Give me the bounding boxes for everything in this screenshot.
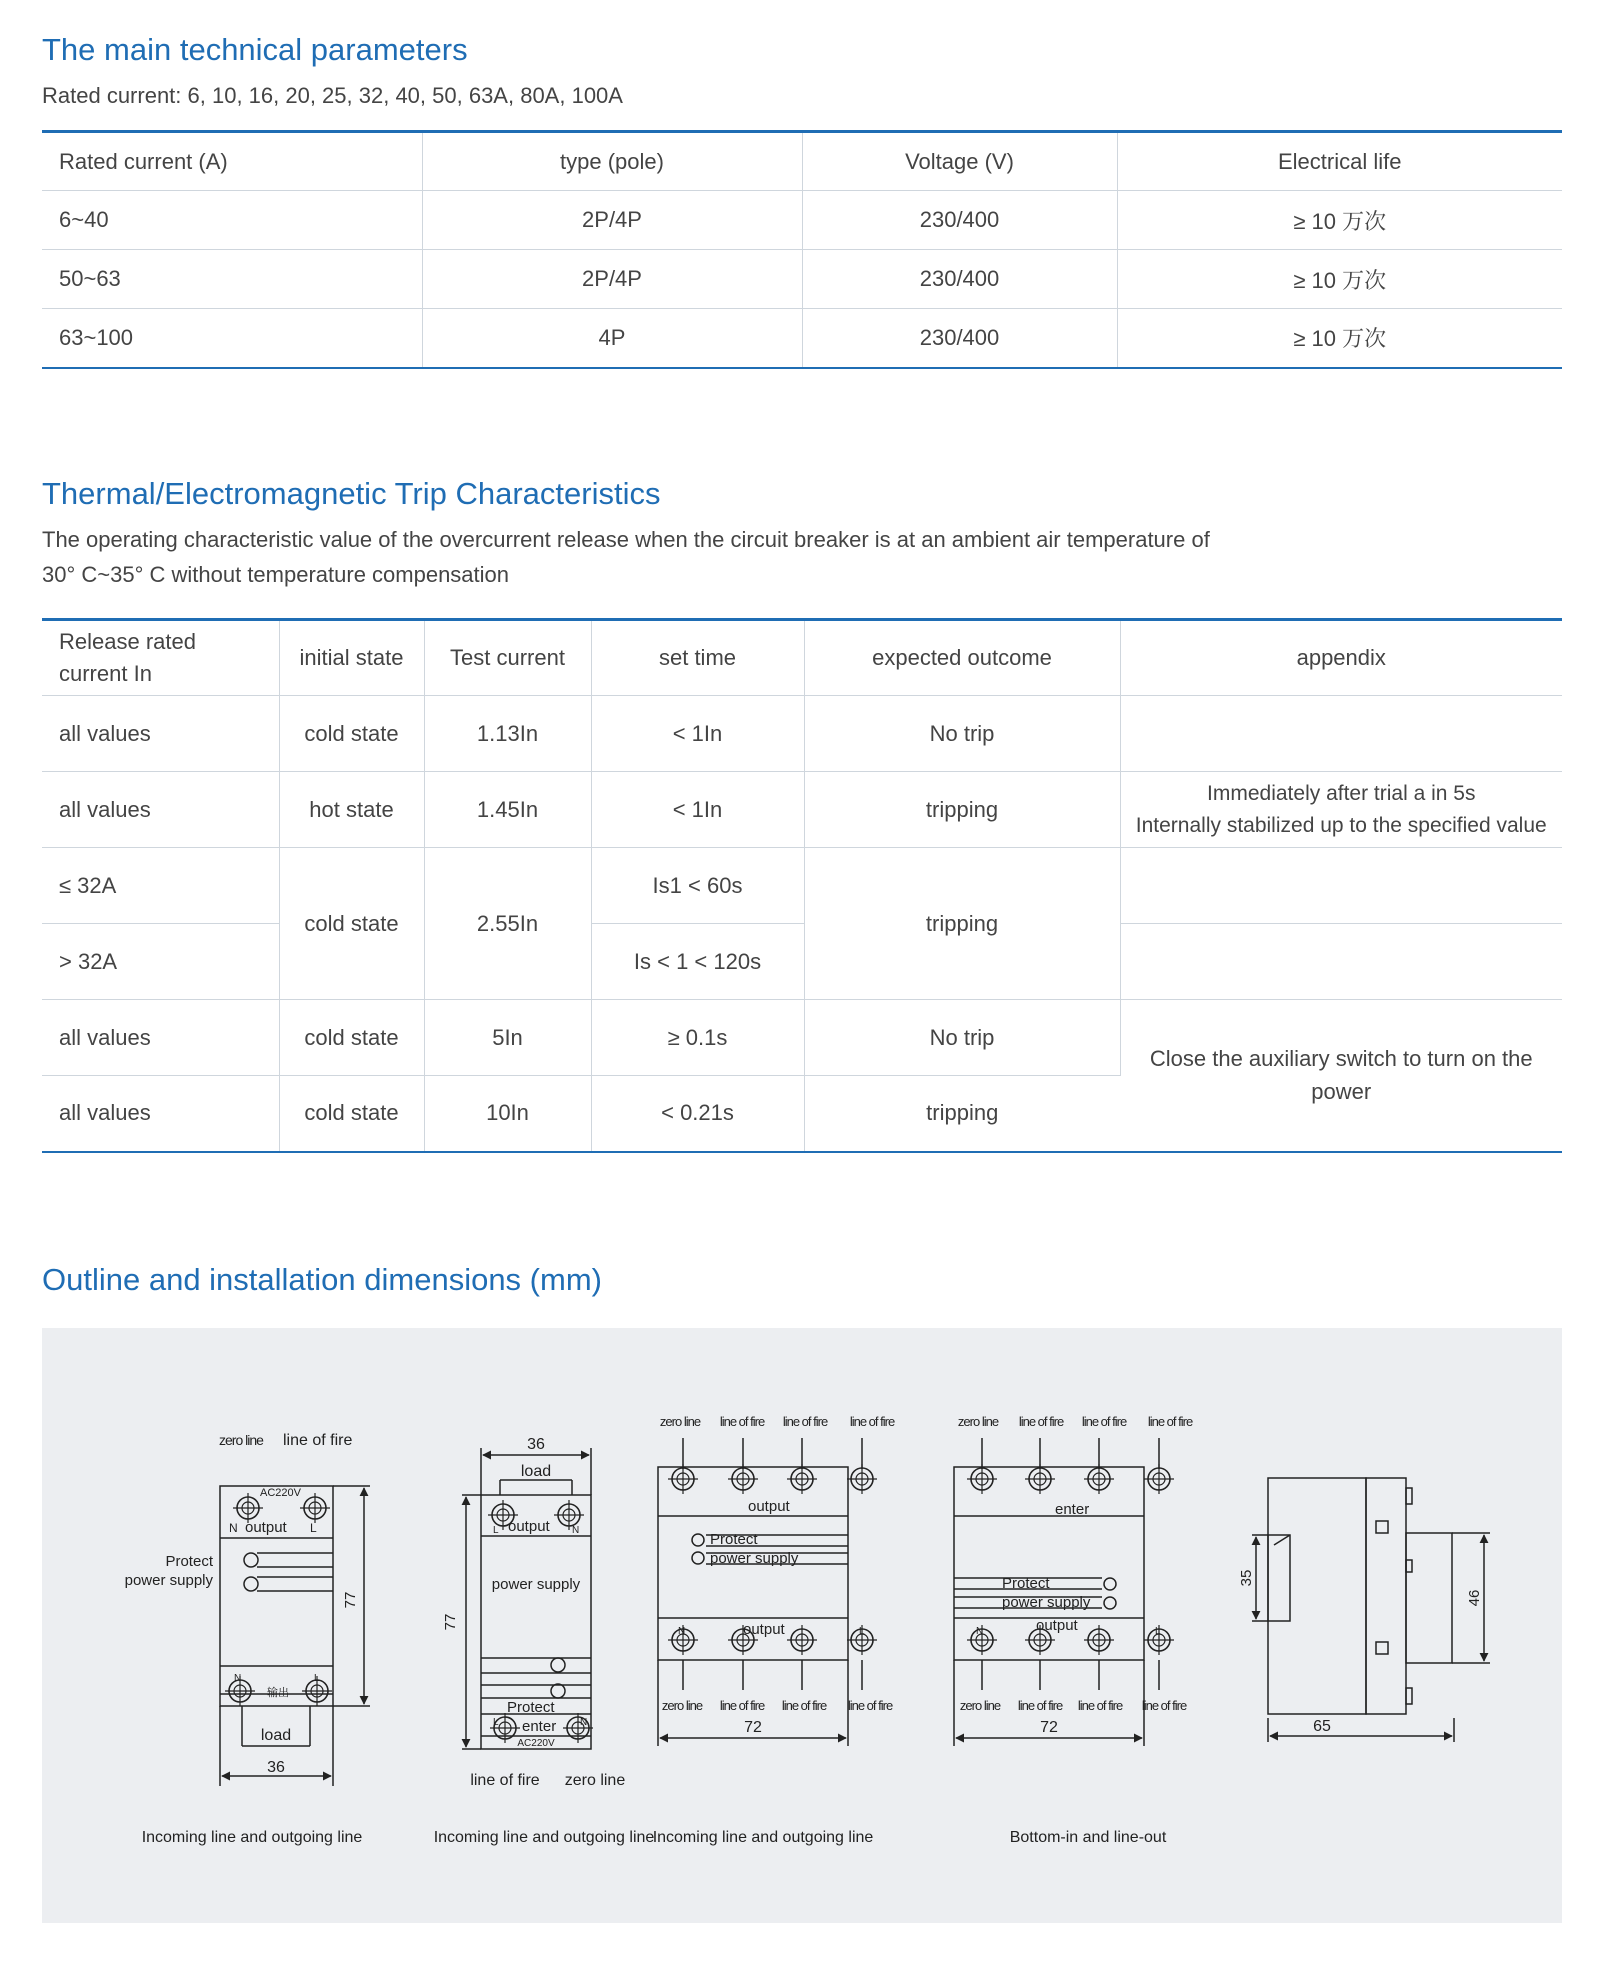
table-cell: tripping bbox=[804, 848, 1120, 1000]
d4-top-label-4: line of fire bbox=[1147, 1414, 1193, 1429]
d3-caption: Incoming line and outgoing line bbox=[652, 1829, 874, 1846]
table-cell: tripping bbox=[804, 1076, 1120, 1152]
d2-bottom-zero-label: zero line bbox=[564, 1772, 626, 1789]
table-header-row bbox=[42, 132, 1562, 191]
d1-load-label: load bbox=[260, 1727, 292, 1744]
d5-dim-35: 35 bbox=[1238, 1569, 1255, 1587]
d3-top-label-4: line of fire bbox=[849, 1414, 895, 1429]
d5-dim-46: 46 bbox=[1466, 1589, 1483, 1607]
table-row bbox=[42, 1000, 1562, 1076]
table-cell: 1.45In bbox=[424, 772, 591, 848]
dimension-drawings bbox=[42, 1328, 1562, 1923]
d3-bottom-label-4: line of fire bbox=[847, 1698, 893, 1713]
header-cell: initial state bbox=[279, 620, 424, 696]
d1-fire-line-label: line of fire bbox=[283, 1432, 353, 1449]
header-cell: set time bbox=[591, 620, 804, 696]
table-cell: cold state bbox=[279, 696, 424, 772]
table-row bbox=[42, 309, 1562, 368]
table-cell: ≥ 10 万次 bbox=[1117, 250, 1562, 309]
d3-output-top: output bbox=[748, 1498, 790, 1515]
d3-bottom-label-3: line of fire bbox=[781, 1698, 827, 1713]
d2-output-label: output bbox=[508, 1518, 550, 1535]
d4-top-label-2: line of fire bbox=[1018, 1414, 1064, 1429]
table-cell: 6~40 bbox=[42, 191, 422, 250]
table-cell: ≥ 10 万次 bbox=[1117, 191, 1562, 250]
table-row bbox=[42, 924, 1562, 1000]
d2-n-bottom: N bbox=[580, 1717, 588, 1728]
table-cell: 4P bbox=[422, 309, 802, 368]
d4-top-label-1: zero line bbox=[957, 1414, 999, 1429]
d1-power-label: power supply bbox=[124, 1572, 213, 1589]
d2-l-bottom: L bbox=[493, 1717, 499, 1728]
d2-load-label: load bbox=[520, 1463, 552, 1480]
table-cell: 5In bbox=[424, 1000, 591, 1076]
d2-n-label: N bbox=[572, 1525, 580, 1536]
table-cell: ≤ 32A bbox=[42, 848, 279, 924]
d2-ac-label: AC220V bbox=[517, 1738, 555, 1749]
d1-n-bottom: N bbox=[234, 1673, 242, 1684]
section2-subtitle bbox=[42, 522, 1442, 592]
table-cell bbox=[1120, 924, 1562, 1000]
table-cell: tripping bbox=[804, 772, 1120, 848]
subtitle-line: 30° C~35° C without temperature compensation bbox=[42, 562, 510, 587]
table-cell: all values bbox=[42, 772, 279, 848]
d3-top-label-1: zero line bbox=[659, 1414, 701, 1429]
table-cell: all values bbox=[42, 1076, 279, 1152]
d1-zero-line-label: zero line bbox=[219, 1432, 263, 1448]
appendix-cell bbox=[1120, 772, 1562, 848]
trip-characteristics-table bbox=[42, 618, 1562, 1153]
d4-bottom-label-4: line of fire bbox=[1141, 1698, 1187, 1713]
d3-top-label-2: line of fire bbox=[719, 1414, 765, 1429]
drawing-1 bbox=[220, 1486, 370, 1786]
header-cell: expected outcome bbox=[804, 620, 1120, 696]
table-cell: 2.55In bbox=[424, 848, 591, 1000]
appendix-line: Immediately after trial a in 5s bbox=[1207, 781, 1476, 805]
table-row bbox=[42, 250, 1562, 309]
d1-width-dim: 36 bbox=[267, 1759, 285, 1776]
section1-title: The main technical parameters bbox=[42, 32, 468, 67]
table-cell: 1.13In bbox=[424, 696, 591, 772]
table-cell: all values bbox=[42, 1000, 279, 1076]
d2-caption: Incoming line and outgoing line bbox=[433, 1829, 655, 1846]
table-row bbox=[42, 848, 1562, 924]
table-cell: 230/400 bbox=[802, 309, 1117, 368]
table-row bbox=[42, 772, 1562, 848]
table-row bbox=[42, 696, 1562, 772]
d1-l-label: L bbox=[310, 1521, 317, 1535]
section1-subtitle: Rated current: 6, 10, 16, 20, 25, 32, 40, 50, 63A, 80A, 100A bbox=[42, 83, 623, 108]
d4-caption: Bottom-in and line-out bbox=[1009, 1829, 1167, 1846]
table-cell: 230/400 bbox=[802, 250, 1117, 309]
d4-protect-label: Protect bbox=[1002, 1575, 1050, 1592]
d1-protect-label: Protect bbox=[165, 1553, 213, 1570]
d4-bottom-label-1: zero line bbox=[959, 1698, 1001, 1713]
table-cell: 2P/4P bbox=[422, 191, 802, 250]
d3-top-label-3: line of fire bbox=[782, 1414, 828, 1429]
d4-enter-label: enter bbox=[1055, 1501, 1090, 1518]
d1-output-label: output bbox=[245, 1519, 287, 1536]
table-cell: ≥ 0.1s bbox=[591, 1000, 804, 1076]
d2-protect-label: Protect bbox=[507, 1699, 555, 1716]
d3-width-dim: 72 bbox=[744, 1719, 762, 1736]
table-row bbox=[42, 191, 1562, 250]
d4-n-label: N bbox=[976, 1626, 984, 1637]
d4-l-label: L bbox=[1155, 1626, 1161, 1637]
table-header-row bbox=[42, 620, 1562, 696]
appendix-cell: Close the auxiliary switch to turn on the power bbox=[1120, 1000, 1562, 1152]
header-cell: Electrical life bbox=[1117, 132, 1562, 191]
d2-enter-label: enter bbox=[522, 1718, 557, 1735]
table-cell: ≥ 10 万次 bbox=[1117, 309, 1562, 368]
d5-dim-65: 65 bbox=[1313, 1718, 1331, 1735]
table-cell: < 0.21s bbox=[591, 1076, 804, 1152]
table-cell: hot state bbox=[279, 772, 424, 848]
d3-protect-label: Protect bbox=[710, 1531, 758, 1548]
header-cell: Voltage (V) bbox=[802, 132, 1117, 191]
table-cell: 2P/4P bbox=[422, 250, 802, 309]
dimensions-panel bbox=[42, 1328, 1562, 1923]
technical-parameters-table bbox=[42, 130, 1562, 369]
header-cell: appendix bbox=[1120, 620, 1562, 696]
header-cell: Release rated current In bbox=[42, 620, 279, 696]
header-cell: Test current bbox=[424, 620, 591, 696]
d1-n-label: N bbox=[229, 1521, 238, 1535]
appendix-line: Internally stabilized up to the specified value bbox=[1135, 813, 1547, 837]
d3-bottom-label-1: zero line bbox=[661, 1698, 703, 1713]
table-cell: 10In bbox=[424, 1076, 591, 1152]
table-cell bbox=[1120, 696, 1562, 772]
d3-output-bottom: output bbox=[743, 1621, 785, 1638]
d3-power-label: power supply bbox=[710, 1550, 799, 1567]
d4-output-label: output bbox=[1036, 1617, 1078, 1634]
d1-height-dim: 77 bbox=[342, 1591, 359, 1609]
section2-title: Thermal/Electromagnetic Trip Characteristics bbox=[42, 476, 661, 511]
section3-title: Outline and installation dimensions (mm) bbox=[42, 1262, 602, 1297]
table-cell: No trip bbox=[804, 1000, 1120, 1076]
subtitle-line: The operating characteristic value of the overcurrent release when the circuit breaker is at an ambient air temperature of bbox=[42, 527, 1210, 552]
d4-bottom-label-2: line of fire bbox=[1017, 1698, 1063, 1713]
header-cell: type (pole) bbox=[422, 132, 802, 191]
drawing-5-side-view bbox=[1252, 1478, 1490, 1742]
table-cell: < 1In bbox=[591, 696, 804, 772]
d1-cn-output: 输出 bbox=[267, 1687, 289, 1699]
d2-power-label: power supply bbox=[491, 1576, 581, 1593]
table-cell: cold state bbox=[279, 1076, 424, 1152]
table-cell: > 32A bbox=[42, 924, 279, 1000]
table-cell: all values bbox=[42, 696, 279, 772]
d1-l-bottom: L bbox=[314, 1673, 320, 1684]
d3-l-label: L bbox=[859, 1626, 865, 1637]
d2-bottom-fire-label: line of fire bbox=[470, 1772, 540, 1789]
table-cell: 63~100 bbox=[42, 309, 422, 368]
table-cell: cold state bbox=[279, 1000, 424, 1076]
d4-top-label-3: line of fire bbox=[1081, 1414, 1127, 1429]
d2-height-dim: 77 bbox=[442, 1613, 459, 1631]
table-cell: No trip bbox=[804, 696, 1120, 772]
d4-bottom-label-3: line of fire bbox=[1077, 1698, 1123, 1713]
d2-l-label: L bbox=[493, 1525, 499, 1536]
table-cell: < 1In bbox=[591, 772, 804, 848]
table-cell: cold state bbox=[279, 848, 424, 1000]
d4-power-label: power supply bbox=[1002, 1594, 1091, 1611]
header-cell: Rated current (A) bbox=[42, 132, 422, 191]
table-cell: 50~63 bbox=[42, 250, 422, 309]
d3-n-label: N bbox=[678, 1626, 686, 1637]
d1-ac-label: AC220V bbox=[260, 1487, 301, 1499]
table-cell: Is < 1 < 120s bbox=[591, 924, 804, 1000]
table-cell: 230/400 bbox=[802, 191, 1117, 250]
table-cell: Is1 < 60s bbox=[591, 848, 804, 924]
d4-width-dim: 72 bbox=[1040, 1719, 1058, 1736]
d1-caption: Incoming line and outgoing line bbox=[141, 1829, 363, 1846]
d2-width-dim: 36 bbox=[527, 1436, 545, 1453]
d3-bottom-label-2: line of fire bbox=[719, 1698, 765, 1713]
table-cell bbox=[1120, 848, 1562, 924]
